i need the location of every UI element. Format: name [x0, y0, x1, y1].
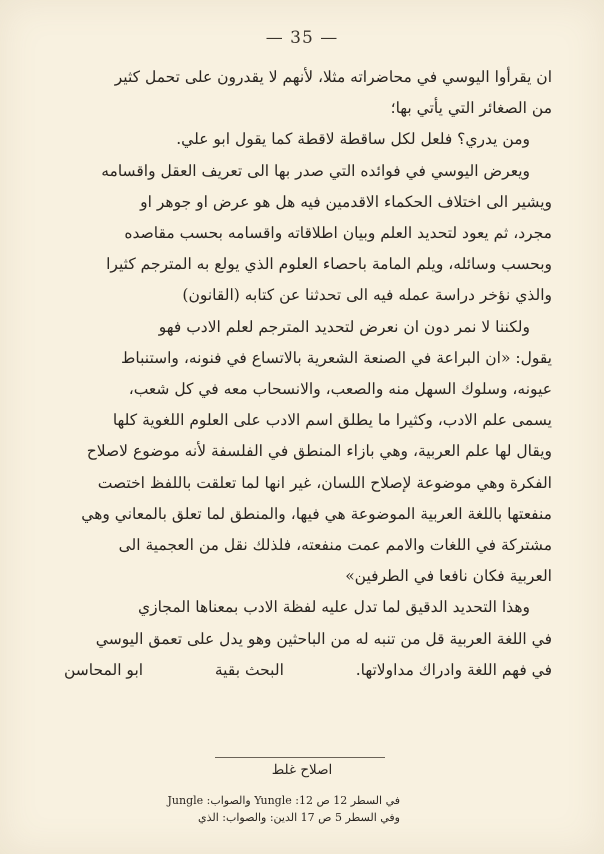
text-line: يسمى علم الادب، وكثيرا ما يطلق اسم الادب على العلوم اللغوية كلها: [112, 411, 552, 430]
errata-line: وفي السطر 5 ص 17 الدين: والصواب: الذي: [197, 811, 400, 824]
errata-line: في السطر 12 ص 12: Yungle والصواب: Jungle: [167, 794, 400, 807]
body-text: [64, 62, 552, 686]
text-line: وهذا التحديد الدقيق لما تدل عليه لفظة الادب بمعناها المجازي: [137, 598, 530, 617]
text-line: في فهم اللغة وادراك مداولاتها.: [355, 660, 552, 679]
signature-line: [64, 655, 552, 686]
text-line: عيونه، وسلوك السهل منه والصعب، والانسحاب معه في كل شعب،: [128, 380, 552, 399]
text-line: منفعتها باللغة العربية الموضوعة هي فيها، والمنطق لما تعلق بالمعاني وهي: [81, 504, 552, 523]
text-line: ولكننا لا نمر دون ان نعرض لتحديد المترجم لعلم الادب فهو: [158, 317, 530, 336]
text-line: وبحسب وسائله، ويلم المامة باحصاء العلوم الذي يولع به المترجم كثيرا: [106, 255, 552, 274]
divider: [215, 757, 385, 758]
to-be-continued: البحث بقية: [214, 660, 284, 679]
errata-title: اصلاح غلط: [271, 762, 333, 778]
author-signature: ابو المحاسن: [64, 660, 144, 679]
text-line: والذي نؤخر دراسة عمله فيه الى تحدثنا عن كتابه (القانون): [182, 286, 552, 305]
text-line: ويقال لها علم العربية، وهي بازاء المنطق في الفلسفة لأنه موضوع لاصلاح: [86, 442, 552, 461]
text-line: من الصغائر التي يأتي بها؛: [390, 99, 552, 118]
text-line: مجرد، ثم يعود لتحديد العلم وبيان اطلاقاته واقسامه بحسب مقاصده: [124, 224, 552, 243]
errata-notes: [167, 792, 400, 826]
page-number: — 35 —: [265, 28, 339, 48]
text-line: ان يقرأوا اليوسي في محاضراته مثلا، لأنهم لا يقدرون على تحمل كثير: [114, 68, 552, 86]
text-line: الفكرة وهي موضوعة لإصلاح اللسان، غير انها لما تعلقت باللفظ اختصت: [97, 473, 552, 492]
text-line: ويشير الى اختلاف الحكماء الاقدمين فيه هل هو عرض او جوهر او: [140, 192, 552, 211]
text-line: مشتركة في اللغات والامم عمت منفعته، فلذلك نقل من العجمية الى: [118, 536, 552, 555]
text-line: يقول: «ان البراعة في الصنعة الشعرية بالاتساع في فنونه، واستنباط: [121, 348, 552, 367]
text-line: في اللغة العربية قل من تنبه له من الباحثين وهو يدل على تعمق اليوسي: [95, 629, 552, 648]
text-line: ومن يدري؟ فلعل لكل ساقطة لاقطة كما يقول ابو علي.: [176, 130, 530, 149]
text-line: ويعرض اليوسي في فوائده التي صدر بها الى تعريف العقل واقسامه: [101, 161, 530, 180]
text-line: العربية فكان نافعا في الطرفين»: [345, 567, 552, 586]
